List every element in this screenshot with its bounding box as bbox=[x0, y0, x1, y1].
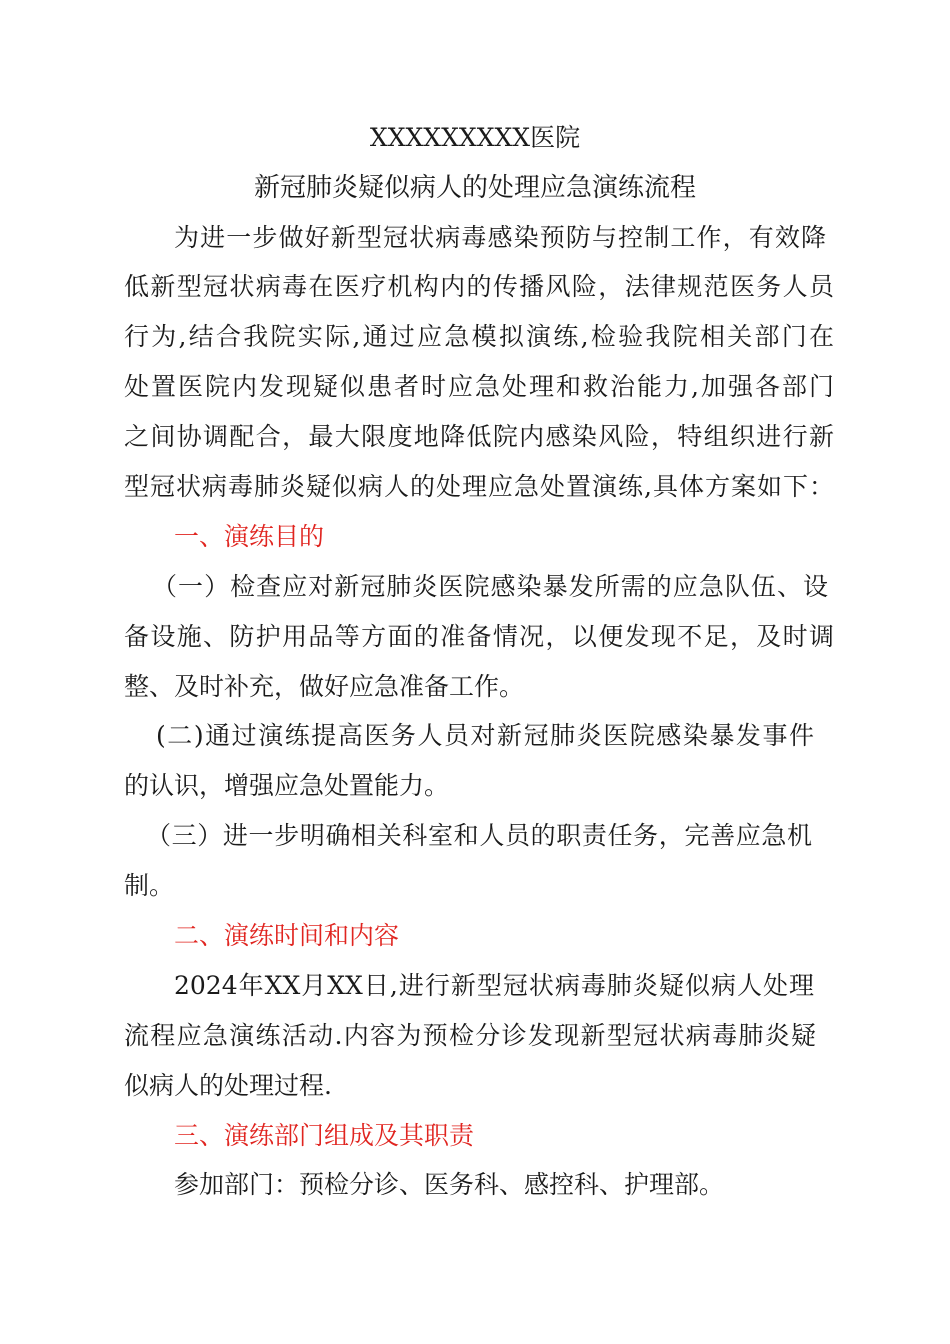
item-line: 制。 bbox=[124, 871, 175, 900]
hospital-title: XXXXXXXXX医院 bbox=[369, 123, 581, 152]
section-heading-3: 三、演练部门组成及其职责 bbox=[174, 1121, 475, 1150]
intro-line: 之间协调配合，最大限度地降低院内感染风险，特组织进行新 bbox=[124, 422, 834, 451]
item-line: （一）检查应对新冠肺炎医院感染暴发所需的应急队伍、设 bbox=[152, 572, 828, 601]
item-line: 备设施、防护用品等方面的准备情况，以便发现不足，及时调 bbox=[124, 622, 834, 651]
item-line: （三）进一步明确相关科室和人员的职责任务，完善应急机 bbox=[146, 821, 812, 850]
section2-line: 流程应急演练活动.内容为预检分诊发现新型冠状病毒肺炎疑 bbox=[124, 1021, 816, 1050]
intro-line: 为进一步做好新型冠状病毒感染预防与控制工作，有效降 bbox=[174, 223, 826, 252]
main-title: 新冠肺炎疑似病人的处理应急演练流程 bbox=[253, 173, 696, 203]
section2-line: 2024年XX月XX日,进行新型冠状病毒肺炎疑似病人处理 bbox=[174, 971, 814, 1000]
intro-line: 低新型冠状病毒在医疗机构内的传播风险，法律规范医务人员 bbox=[124, 272, 834, 301]
item-line: (二)通过演练提高医务人员对新冠肺炎医院感染暴发事件 bbox=[156, 721, 814, 750]
section3-line: 参加部门：预检分诊、医务科、感控科、护理部。 bbox=[174, 1170, 725, 1199]
intro-line: 处置医院内发现疑似患者时应急处理和救治能力,加强各部门 bbox=[124, 372, 834, 401]
section-heading-1: 一、演练目的 bbox=[174, 522, 325, 551]
section2-line: 似病人的处理过程. bbox=[124, 1071, 332, 1100]
section-heading-2: 二、演练时间和内容 bbox=[174, 921, 400, 950]
intro-line: 行为,结合我院实际,通过应急模拟演练,检验我院相关部门在 bbox=[124, 322, 834, 351]
item-line: 整、及时补充，做好应急准备工作。 bbox=[124, 672, 525, 701]
item-line: 的认识，增强应急处置能力。 bbox=[124, 771, 450, 800]
intro-line: 型冠状病毒肺炎疑似病人的处理应急处置演练,具体方案如下： bbox=[124, 472, 834, 501]
